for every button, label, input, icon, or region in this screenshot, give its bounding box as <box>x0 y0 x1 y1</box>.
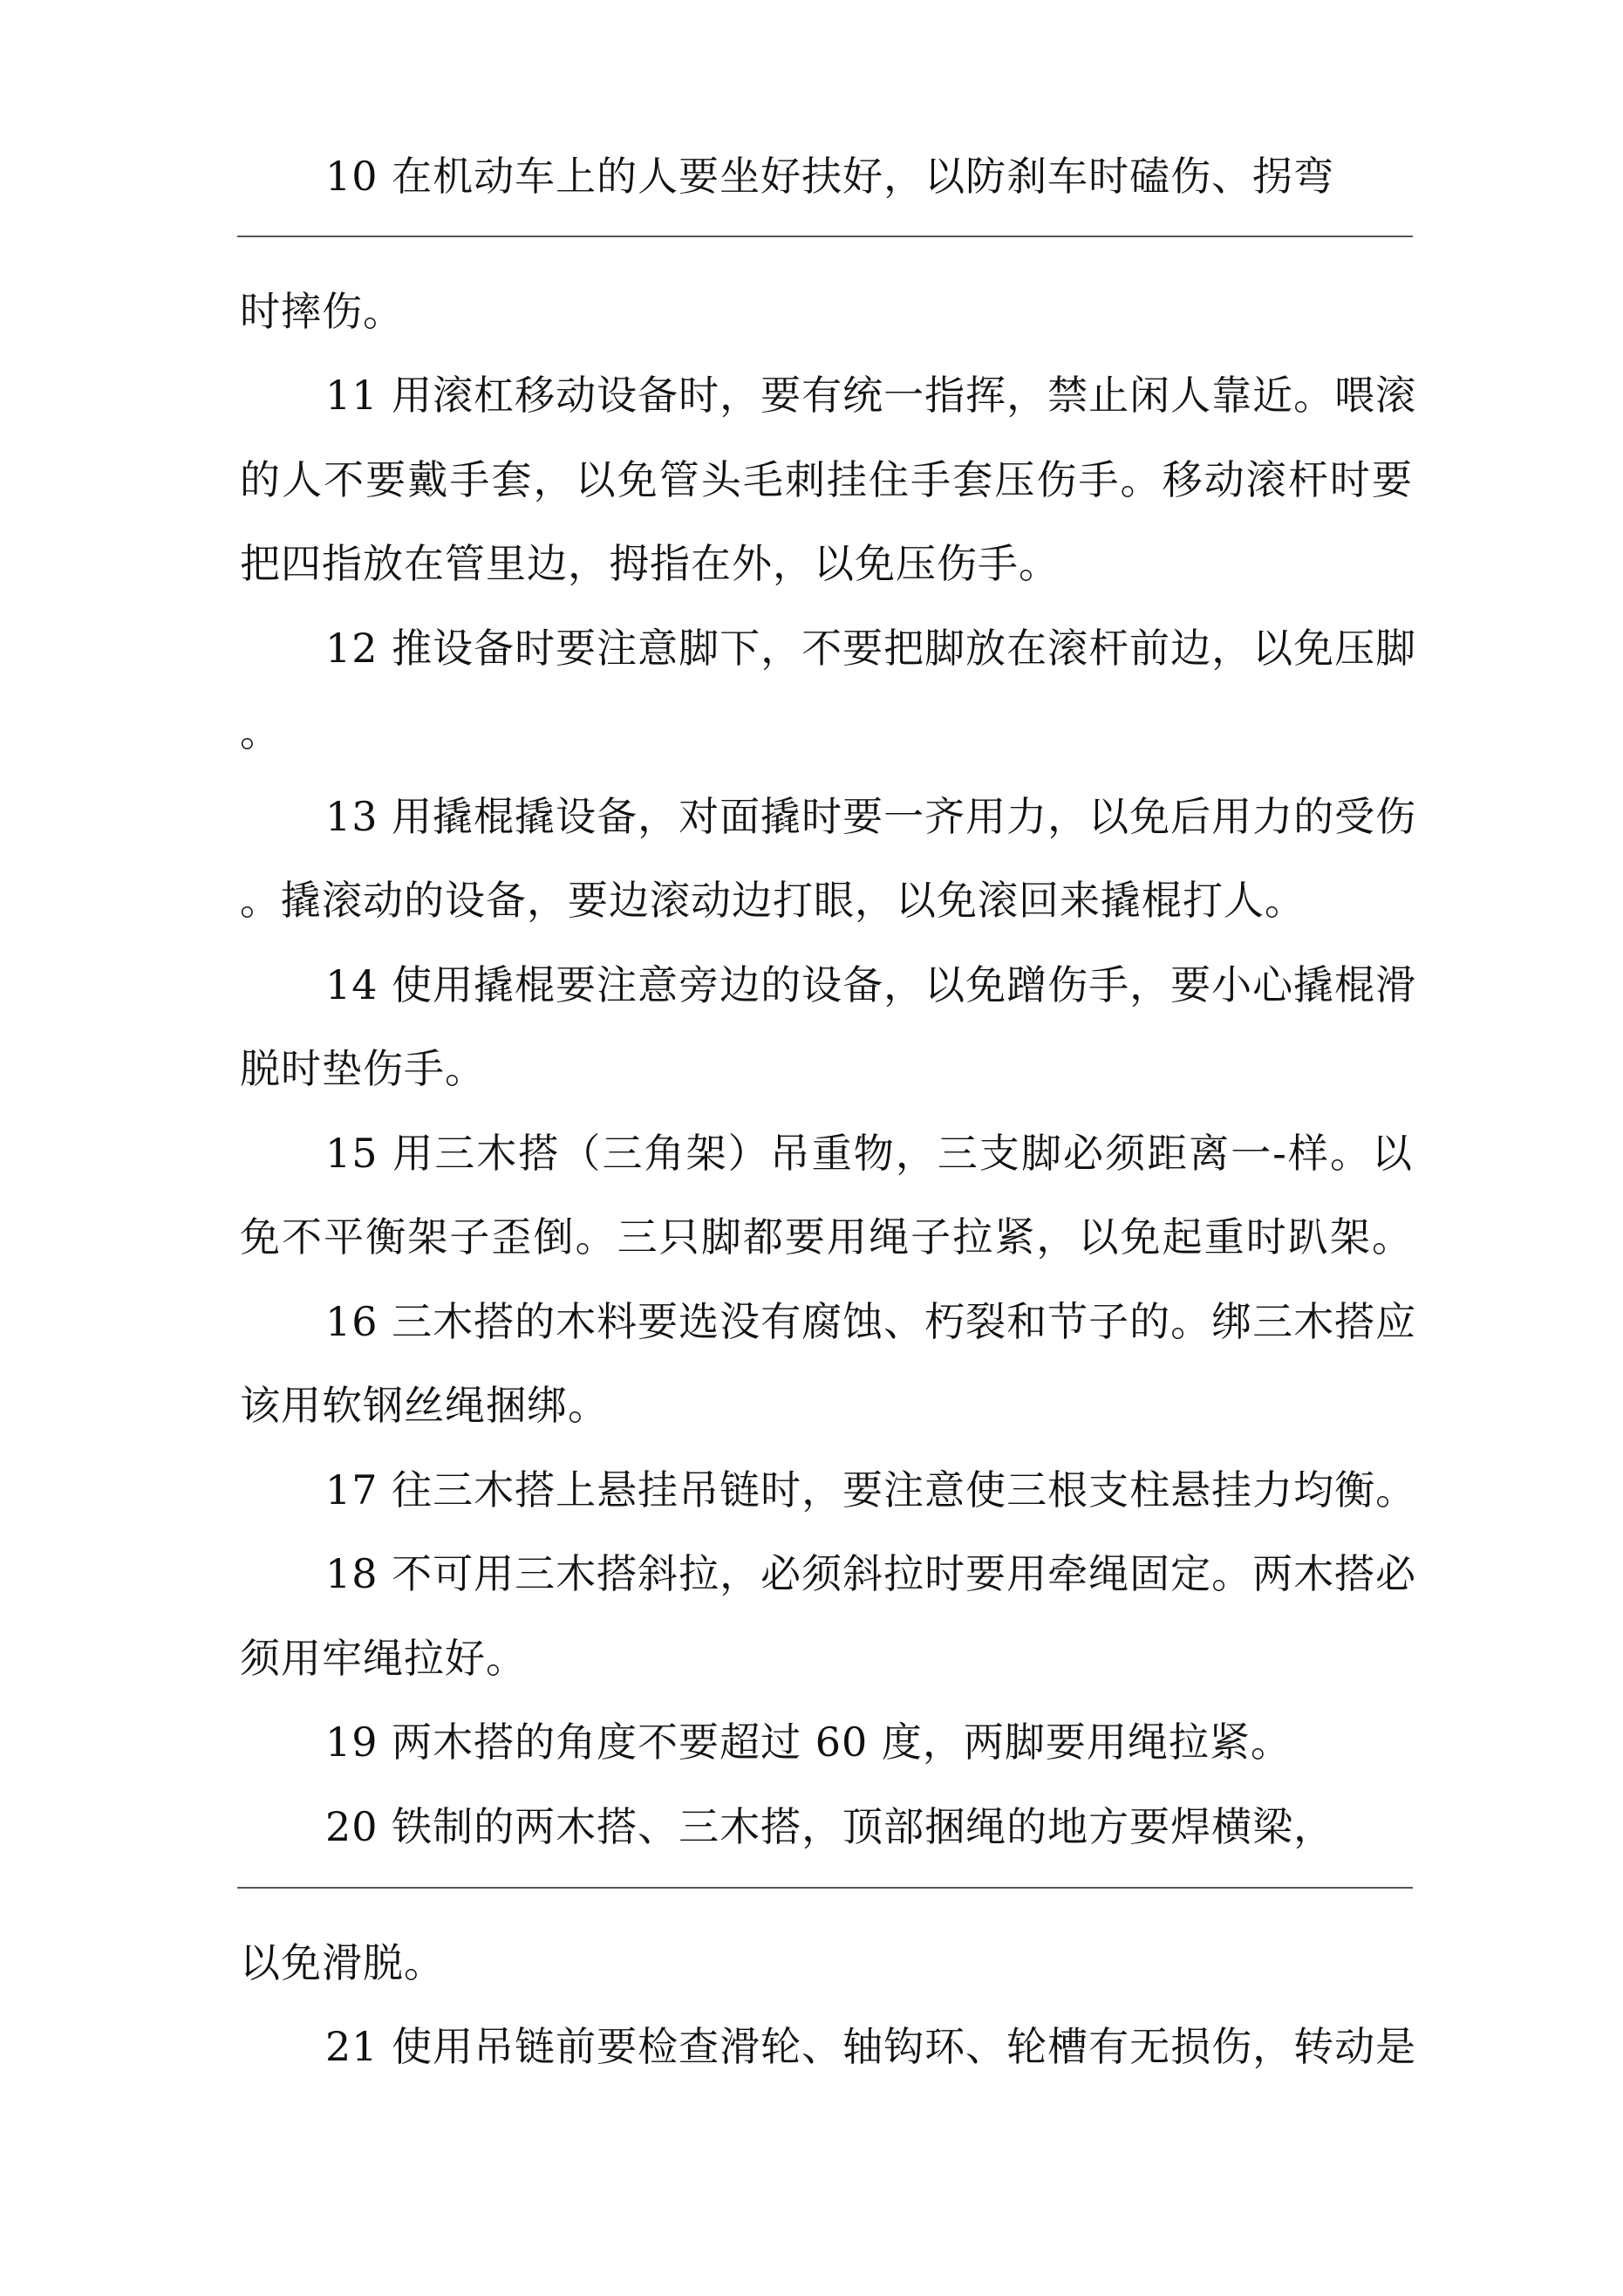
text-line-20: 20 铁制的两木搭、三木搭，顶部捆绳的地方要焊横梁， <box>325 1803 1335 1850</box>
text-line-17: 18 不可用三木搭斜拉，必须斜拉时要用牵绳固定。两木搭必 <box>325 1550 1417 1597</box>
page-divider-top <box>237 236 1413 237</box>
text-line-12: 15 用三木搭（三角架）吊重物，三支脚必须距离一-样。以 <box>325 1130 1413 1177</box>
text-line-14: 16 三木搭的木料要选没有腐蚀、朽裂和节子的。绑三木搭应 <box>325 1298 1417 1345</box>
text-line-6: 12 推设备时要注意脚下，不要把脚放在滚杆前边，以免压脚 <box>325 625 1417 672</box>
text-line-7: 。 <box>240 708 281 755</box>
text-line-5: 把四指放在管里边，拇指在外，以免压伤手。 <box>240 540 1060 587</box>
text-line-19: 19 两木搭的角度不要超过 60 度，两脚要用绳拉紧。 <box>325 1719 1292 1766</box>
text-line-2: 时摔伤。 <box>240 288 404 335</box>
text-line-4: 的人不要戴手套，以免管头毛刺挂住手套压伤手。移动滚杆时要 <box>240 456 1413 503</box>
text-line-8: 13 用撬棍撬设备，对面撬时要一齐用力，以免后用力的受伤 <box>325 793 1417 840</box>
text-line-11: 脱时垫伤手。 <box>240 1045 486 1092</box>
text-line-22: 21 使用吊链前要检查滑轮、轴钩环、轮槽有无损伤，转动是 <box>325 2023 1417 2070</box>
text-line-15: 该用软钢丝绳捆绑。 <box>240 1382 609 1429</box>
text-line-18: 须用牢绳拉好。 <box>240 1635 527 1682</box>
text-line-1: 10 在机动车上的人要坐好扶好，以防刹车时磕伤、拐弯 <box>325 153 1335 200</box>
text-line-21: 以免滑脱。 <box>240 1939 445 1986</box>
page-divider-bottom <box>237 1887 1413 1889</box>
text-line-16: 17 往三木搭上悬挂吊链时，要注意使三根支柱悬挂力均衡。 <box>325 1466 1417 1514</box>
text-line-13: 免不平衡架子歪倒。三只脚都要用绳子拉紧，以免起重时趴架。 <box>240 1213 1413 1261</box>
text-line-3: 11 用滚杠移动设备时，要有统一指挥，禁止闲人靠近。喂滚 <box>325 372 1417 419</box>
text-line-10: 14 使用撬棍要注意旁边的设备，以免蹭伤手，要小心撬棍滑 <box>325 961 1417 1008</box>
text-line-9: 。撬滚动的设备，要边滚动边打眼，以免滚回来撬棍打人。 <box>240 877 1306 924</box>
